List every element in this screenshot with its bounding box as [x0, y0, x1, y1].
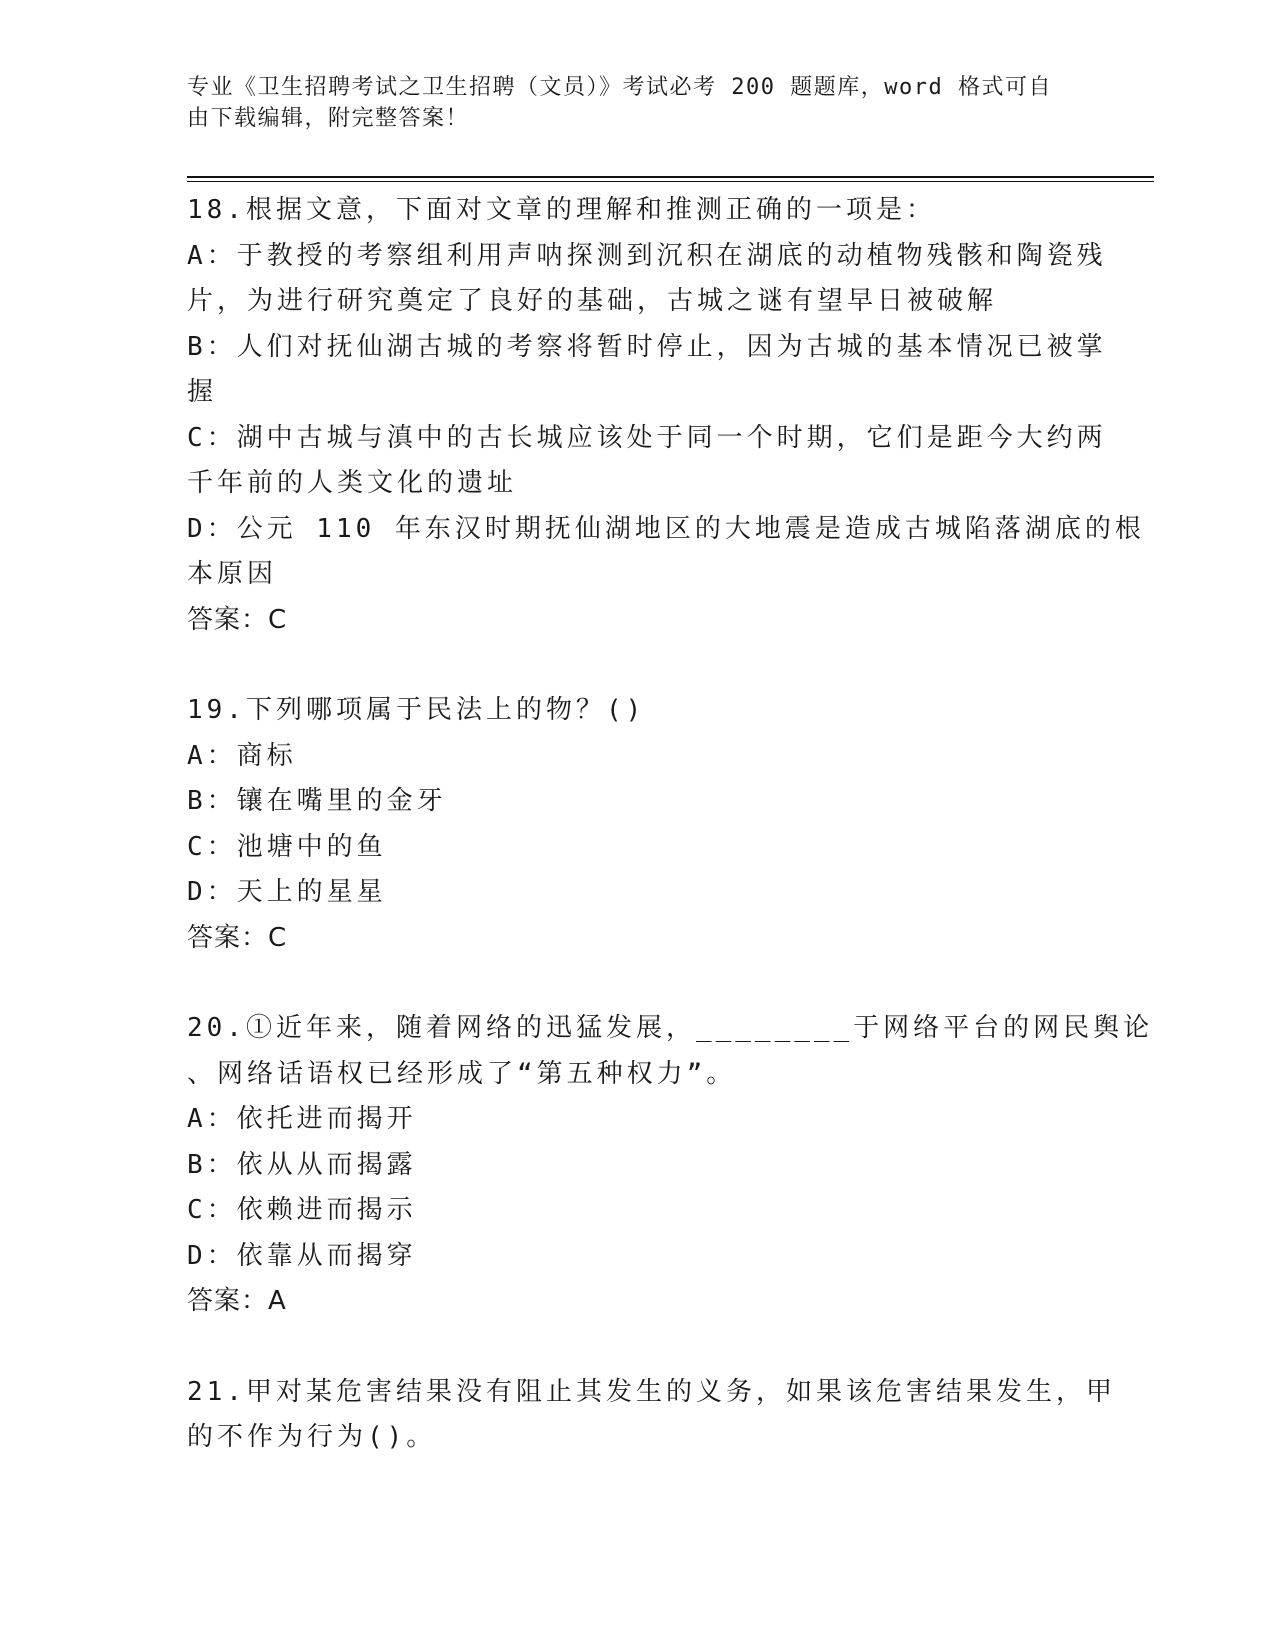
- question-18: [187, 188, 1145, 643]
- question-18-option-c-cont: 千年前的人类文化的遗址: [187, 468, 518, 498]
- question-20-option-d: D：依靠从而揭穿: [187, 1240, 417, 1271]
- question-18-option-b: B：人们对抚仙湖古城的考察将暂时停止，因为古城的基本情况已被掌: [187, 331, 1107, 362]
- question-18-option-d: D：公元 110 年东汉时期抚仙湖地区的大地震是造成古城陷落湖底的根: [187, 513, 1145, 544]
- question-20-stem-cont: 、网络话语权已经形成了“第五种权力”。: [187, 1058, 737, 1089]
- question-19-option-c: C：池塘中的鱼: [187, 831, 387, 862]
- question-20-stem: 20.①近年来，随着网络的迅猛发展，________于网络平台的网民舆论: [187, 1013, 1154, 1043]
- question-20-option-a: A：依托进而揭开: [187, 1104, 417, 1134]
- question-spacer: [187, 643, 1087, 688]
- header-divider-thick: [187, 176, 1154, 178]
- question-18-option-a-cont: 片，为进行研究奠定了良好的基础，古城之谜有望早日被破解: [187, 286, 998, 316]
- header-line-2: 由下载编辑，附完整答案！: [187, 106, 470, 131]
- question-21: [187, 1370, 1116, 1461]
- question-19-option-d: D：天上的星星: [187, 877, 387, 907]
- question-19: [187, 688, 1087, 961]
- question-18-option-d-cont: 本原因: [187, 559, 278, 589]
- question-21-stem: 21.甲对某危害结果没有阻止其发生的义务，如果该危害结果发生，甲: [187, 1376, 1116, 1407]
- question-20: [187, 1006, 1154, 1325]
- document-header: [187, 72, 1067, 134]
- header-line-1: 专业《卫生招聘考试之卫生招聘（文员）》考试必考 200 题题库，word 格式可自: [187, 75, 1052, 100]
- header-divider-thin: [187, 181, 1154, 182]
- question-spacer: [187, 1325, 1087, 1370]
- question-20-option-c: C：依赖进而揭示: [187, 1195, 417, 1225]
- question-18-option-b-cont: 握: [187, 377, 218, 407]
- question-19-stem: 19.下列哪项属于民法上的物？(): [187, 695, 646, 725]
- question-19-option-b: B：镶在嘴里的金牙: [187, 786, 447, 816]
- question-20-answer: 答案：A: [187, 1286, 287, 1316]
- question-18-option-c: C：湖中古城与滇中的古长城应该处于同一个时期，它们是距今大约两: [187, 422, 1107, 453]
- question-21-stem-cont: 的不作为行为()。: [187, 1422, 437, 1452]
- question-18-answer: 答案：C: [187, 604, 288, 635]
- question-spacer: [187, 961, 1087, 1006]
- question-list: [187, 188, 1154, 1461]
- question-19-answer: 答案：C: [187, 922, 288, 953]
- question-18-stem: 18.根据文意，下面对文章的理解和推测正确的一项是：: [187, 195, 936, 225]
- question-19-option-a: A：商标: [187, 740, 297, 771]
- question-18-option-a: A：于教授的考察组利用声呐探测到沉积在湖底的动植物残骸和陶瓷残: [187, 240, 1107, 271]
- question-20-option-b: B：依从从而揭露: [187, 1149, 417, 1180]
